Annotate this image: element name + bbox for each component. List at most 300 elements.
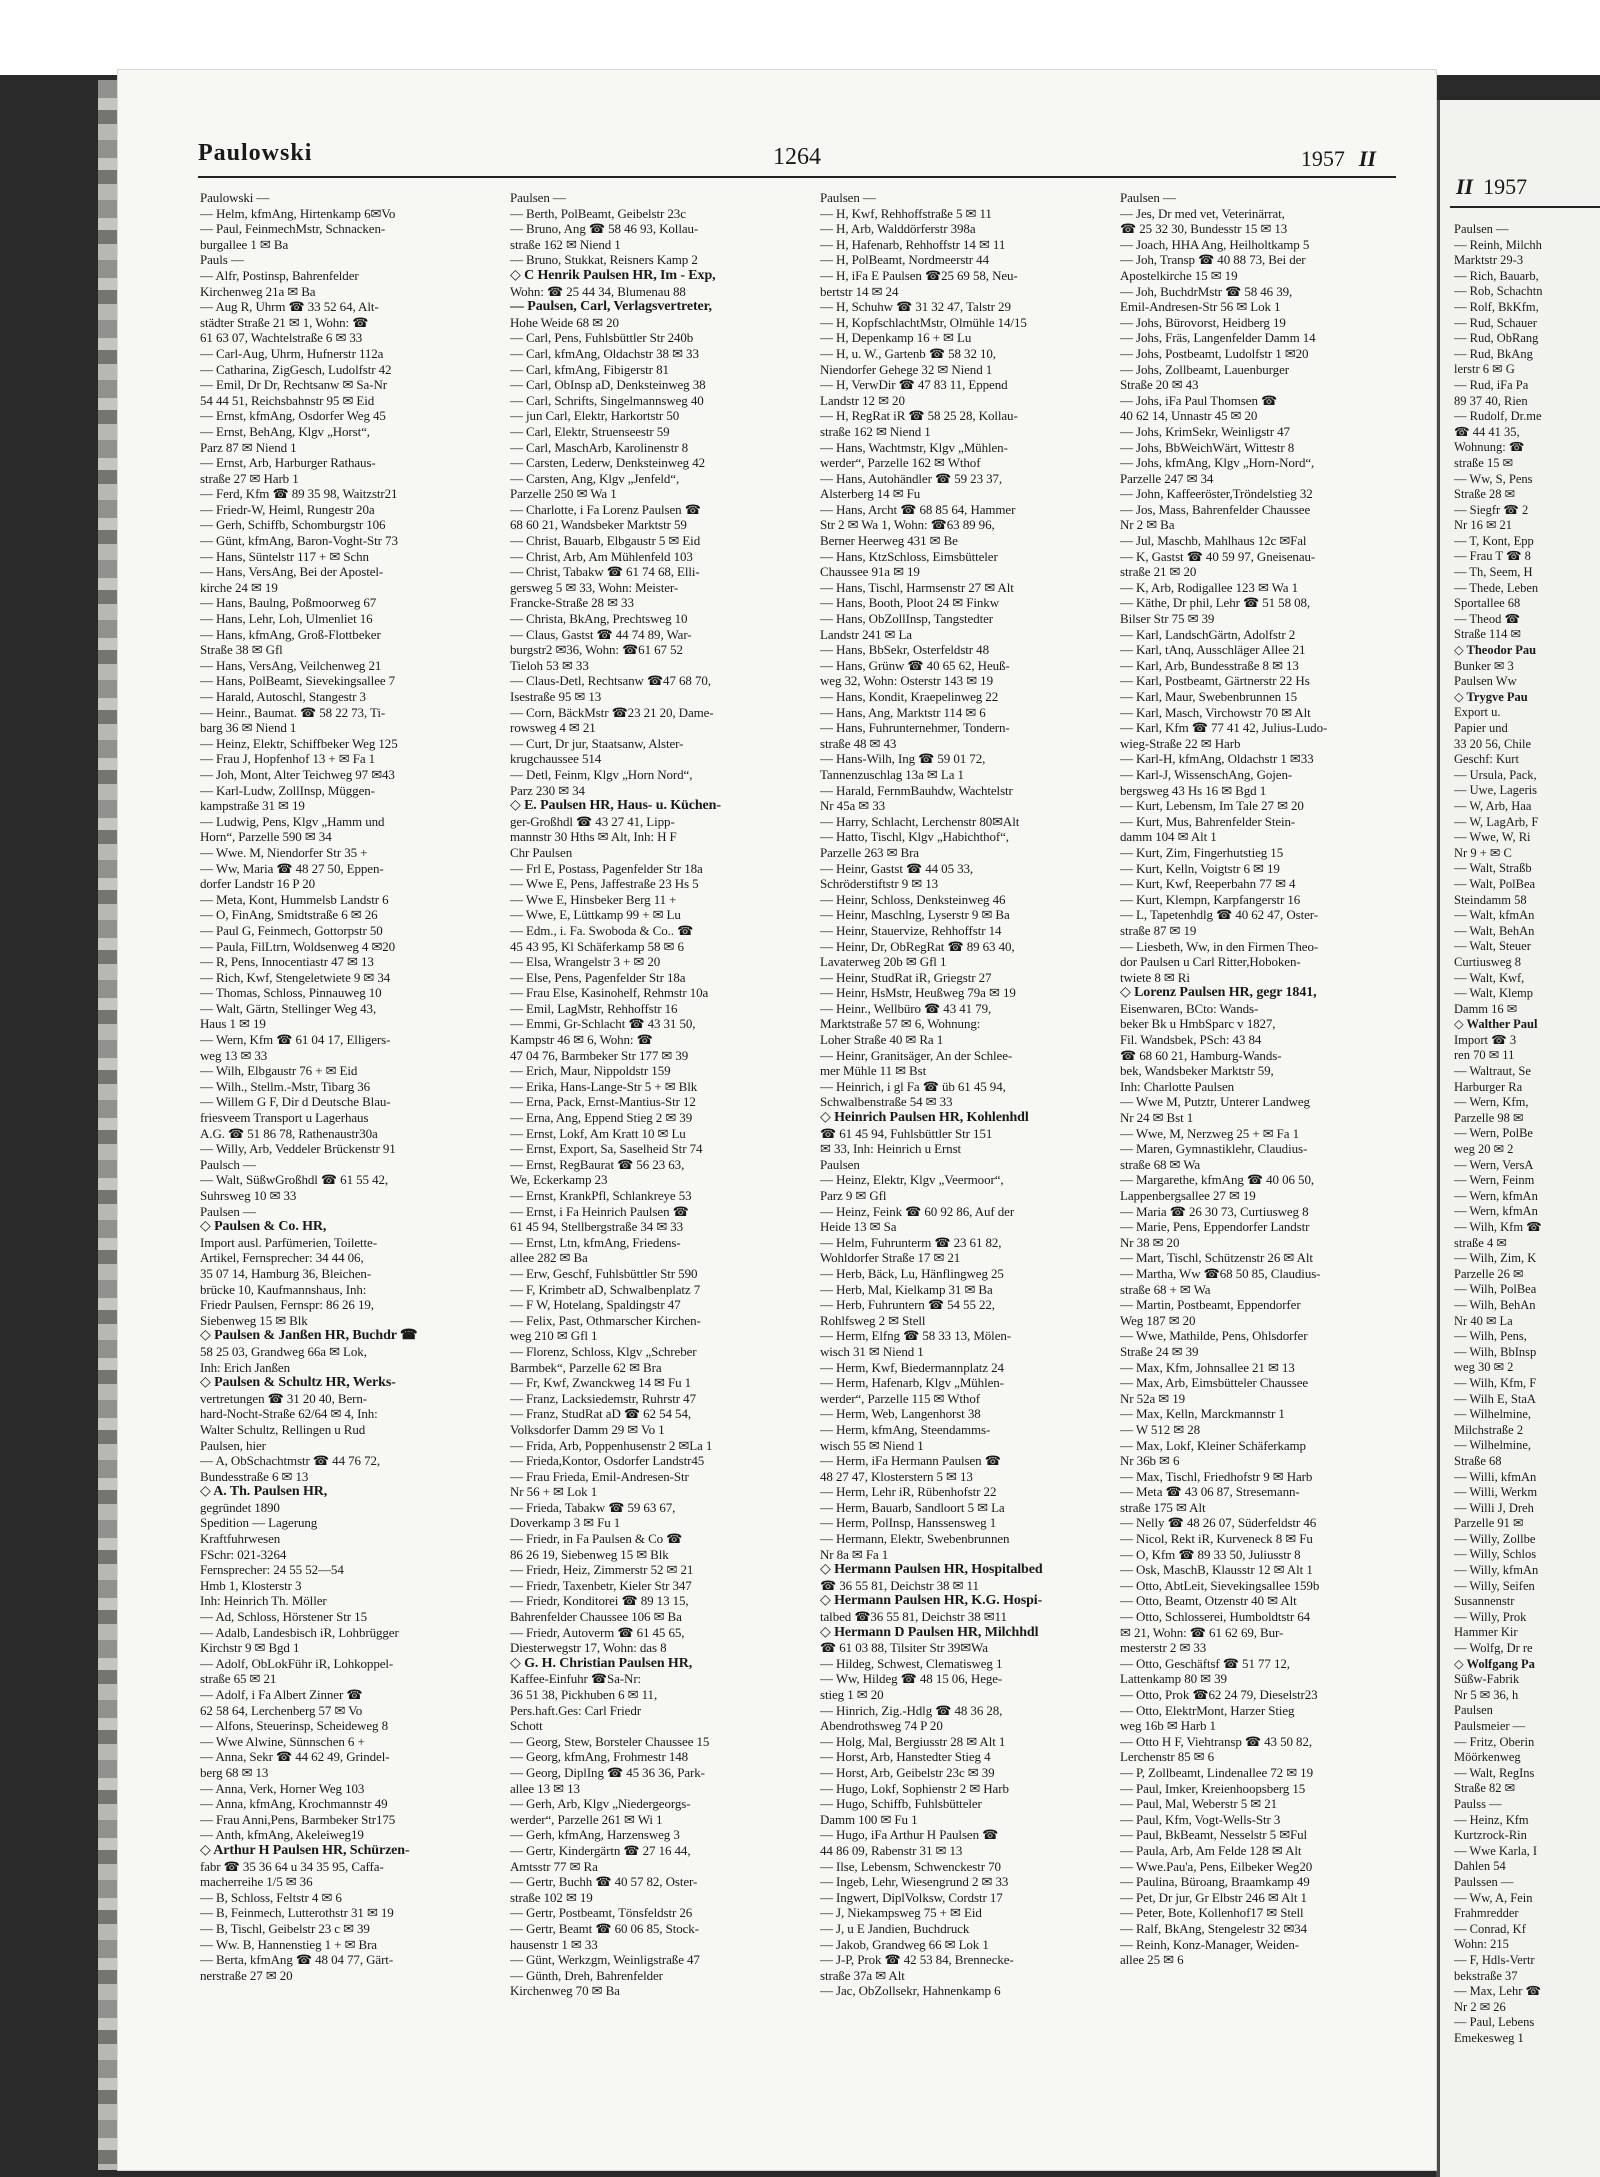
directory-entry-line: Heide 13 ✉ Sa <box>820 1219 897 1235</box>
directory-entry-line: — Edm., i. Fa. Swoboda & Co.. ☎ <box>510 922 694 938</box>
directory-entry-line: kirche 24 ✉ 19 <box>200 579 278 595</box>
directory-entry-line: Niendorfer Gehege 32 ✉ Niend 1 <box>820 361 993 377</box>
directory-entry-line: — Hugo, Lokf, Sophienstr 2 ✉ Harb <box>820 1780 1009 1796</box>
facing-entry-line: Straße 68 <box>1454 1453 1502 1468</box>
directory-entry-line: weg 210 ✉ Gfl 1 <box>510 1328 598 1344</box>
directory-entry-line: — Christ, Tabakw ☎ 61 74 68, Elli- <box>510 564 700 580</box>
directory-entry-line: — Jakob, Grandweg 66 ✉ Lok 1 <box>820 1936 989 1952</box>
directory-entry-line: — Rich, Kwf, Stengeletwiete 9 ✉ 34 <box>200 969 391 985</box>
directory-entry-line: — F, Krimbetr aD, Schwalbenplatz 7 <box>510 1281 701 1297</box>
directory-entry-line: — K, Arb, Rodigallee 123 ✉ Wa 1 <box>1120 579 1299 595</box>
directory-entry-line: — Heinr, Granitsäger, An der Schlee- <box>820 1047 1013 1063</box>
directory-entry-line: ◇ C Henrik Paulsen HR, Im - Exp, <box>510 267 716 283</box>
directory-entry-line: wisch 55 ✉ Niend 1 <box>820 1437 924 1453</box>
directory-entry-line: — Friedr, Taxenbetr, Kieler Str 347 <box>510 1577 692 1593</box>
directory-entry-line: — Gerh, kfmAng, Harzensweg 3 <box>510 1827 680 1843</box>
directory-entry-line: — Heinz, Feink ☎ 60 92 86, Auf der <box>820 1203 1015 1219</box>
facing-entry-line: Süßw-Fabrik <box>1454 1672 1520 1687</box>
directory-entry-line: — Hans-Wilh, Ing ☎ 59 01 72, <box>820 751 986 767</box>
facing-entry-line: weg 30 ✉ 2 <box>1454 1360 1514 1375</box>
directory-entry-line: — Hans, PolBeamt, Sievekingsallee 7 <box>200 673 396 689</box>
directory-entry-line: — Christ, Arb, Am Mühlenfeld 103 <box>510 548 693 564</box>
directory-entry-line: straße 175 ✉ Alt <box>1120 1499 1206 1515</box>
directory-entry-line: brücke 10, Kaufmannshaus, Inh: <box>200 1281 367 1297</box>
facing-header-rule <box>1450 206 1600 208</box>
facing-entry-line: Nr 5 ✉ 36, h <box>1454 1687 1519 1702</box>
directory-entry-line: — Harald, Autoschl, Stangestr 3 <box>200 689 366 704</box>
directory-entry-line: — Hans, Baulng, Poßmoorweg 67 <box>200 595 377 611</box>
directory-entry-line: Spedition — Lagerung <box>200 1515 318 1531</box>
directory-entry-line: — Max, Kfm, Johnsallee 21 ✉ 13 <box>1120 1359 1295 1375</box>
facing-entry-line: — Wilh, Kfm ☎ <box>1454 1220 1542 1234</box>
facing-entry-line: — Wilh, Zim, K <box>1454 1251 1537 1266</box>
directory-entry-line: straße 68 ✉ Wa <box>1120 1156 1201 1172</box>
directory-entry-line: — Hans, Ang, Marktstr 114 ✉ 6 <box>820 704 986 720</box>
directory-entry-line: — Friedr-W, Heiml, Rungestr 20a <box>200 501 375 517</box>
directory-entry-line: Tieloh 53 ✉ 33 <box>510 657 589 673</box>
directory-entry-line: — Hans, Wachtmstr, Klgv „Mühlen- <box>820 439 1008 455</box>
directory-entry-line: — Adalb, Landesbisch iR, Lohbrügger <box>200 1624 399 1640</box>
directory-entry-line: Nr 52a ✉ 19 <box>1120 1390 1186 1406</box>
directory-entry-line: — Kurt, Klempn, Karpfangerstr 16 <box>1120 891 1301 907</box>
directory-entry-line: Kirchenweg 21a ✉ Ba <box>200 283 316 299</box>
directory-entry-line: werder“, Parzelle 162 ✉ Wthof <box>820 455 981 471</box>
facing-entry-line: — Waltraut, Se <box>1454 1064 1531 1079</box>
directory-entry-line: Parzelle 250 ✉ Wa 1 <box>510 486 617 502</box>
directory-entry-line: Pauls — <box>200 252 244 268</box>
directory-entry-line: — F W, Hotelang, Spaldingstr 47 <box>510 1297 681 1313</box>
directory-entry-line: — Kurt, Lebensm, Im Tale 27 ✉ 20 <box>1120 798 1304 814</box>
directory-entry-line: — Meta ☎ 43 06 87, Stresemann- <box>1120 1484 1300 1500</box>
directory-entry-line: wieg-Straße 22 ✉ Harb <box>1120 735 1241 751</box>
directory-entry-line: — O, FinAng, Smidtstraße 6 ✉ 26 <box>200 907 378 923</box>
directory-entry-line: weg 32, Wohn: Osterstr 143 ✉ 19 <box>820 673 993 689</box>
directory-entry-line: — Charlotte, i Fa Lorenz Paulsen ☎ <box>510 501 701 517</box>
directory-entry-line: — Anna, kfmAng, Krochmannstr 49 <box>200 1796 388 1812</box>
facing-entry-line: — Walt, Steuer <box>1454 939 1531 954</box>
directory-entry-line: — W 512 ✉ 28 <box>1120 1421 1200 1437</box>
directory-entry-line: — Johs, kfmAng, Klgv „Horn-Nord“, <box>1120 455 1315 471</box>
directory-entry-line: — Hildeg, Schwest, Clematisweg 1 <box>820 1655 1003 1671</box>
directory-entry-line: mesterstr 2 ✉ 33 <box>1120 1640 1207 1656</box>
directory-entry-line: — H, Arb, Walddörferstr 398a <box>820 221 976 237</box>
directory-entry-line: Diesterwegstr 17, Wohn: das 8 <box>510 1640 667 1656</box>
directory-entry-line: ◇ Hermann D Paulsen HR, Milchhdl <box>820 1624 1039 1640</box>
facing-entry-line: Paulsen — <box>1454 222 1509 236</box>
directory-entry-line: Bundesstraße 6 ✉ 13 <box>200 1468 309 1484</box>
facing-entry-line: Nr 2 ✉ 26 <box>1454 1999 1506 2014</box>
facing-entry-line: — Wern, Feinm <box>1454 1173 1535 1188</box>
directory-entry-line: — Liesbeth, Ww, in den Firmen Theo- <box>1120 938 1319 954</box>
directory-entry-line: weg 13 ✉ 33 <box>200 1047 268 1063</box>
directory-entry-line: — Ingwert, DiplVolksw, Cordstr 17 <box>820 1889 1003 1905</box>
directory-entry-line: — Wwe M, Putztr, Unterer Landweg <box>1120 1094 1310 1110</box>
directory-entry-line: — Max, Kelln, Marckmannstr 1 <box>1120 1406 1285 1422</box>
facing-entry-line: Bunker ✉ 3 <box>1454 658 1514 673</box>
directory-entry-line: — Georg, kfmAng, Frohmestr 148 <box>510 1749 689 1765</box>
directory-entry-line: — Günt, kfmAng, Baron-Voght-Str 73 <box>200 533 398 549</box>
directory-entry-line: — Herb, Fuhruntern ☎ 54 55 22, <box>820 1297 995 1313</box>
directory-entry-line: — Johs, Zollbeamt, Lauenburger <box>1120 361 1289 377</box>
facing-entry-line: Emekesweg 1 <box>1454 2030 1524 2045</box>
directory-entry-line: — Jul, Maschb, Mahlhaus 12c ✉Fal <box>1120 533 1307 549</box>
directory-entry-line: straße 87 ✉ 19 <box>1120 922 1197 938</box>
directory-entry-line: — Joach, HHA Ang, Heilholtkamp 5 <box>1120 236 1310 252</box>
directory-entry-line: FSchr: 021-3264 <box>200 1546 287 1562</box>
directory-entry-line: — Pet, Dr jur, Gr Elbstr 246 ✉ Alt 1 <box>1120 1889 1307 1905</box>
directory-entry-line: ☎ 36 55 81, Deichstr 38 ✉ 11 <box>820 1577 979 1593</box>
facing-entry-line: — T, Kont, Epp <box>1454 533 1534 548</box>
directory-entry-line: — Ww, Hildeg ☎ 48 15 06, Hege- <box>820 1671 1003 1687</box>
directory-entry-line: Nr 2 ✉ Ba <box>1120 517 1175 533</box>
directory-entry-line: friesveem Transport u Lagerhaus <box>200 1110 369 1126</box>
directory-entry-line: We, Eckerkamp 23 <box>510 1172 608 1188</box>
directory-entry-line: — Otto H F, Viehtransp ☎ 43 50 82, <box>1120 1733 1313 1749</box>
directory-entry-line: Parz 87 ✉ Niend 1 <box>200 439 297 455</box>
directory-entry-line: Haus 1 ✉ 19 <box>200 1016 266 1032</box>
directory-entry-line: — Adolf, ObLokFühr iR, Lohkoppel- <box>200 1655 394 1671</box>
facing-entry-line: — F, Hdls-Vertr <box>1454 1952 1535 1967</box>
directory-entry-line: — Carl, ObInsp aD, Denksteinweg 38 <box>510 377 706 393</box>
facing-column <box>1454 222 1600 2046</box>
directory-entry-line: — Thomas, Schloss, Pinnauweg 10 <box>200 985 382 1001</box>
directory-entry-line: barg 36 ✉ Niend 1 <box>200 720 297 736</box>
directory-entry-line: — Frida, Arb, Poppenhusenstr 2 ✉La 1 <box>510 1437 713 1453</box>
directory-entry-line: straße 37a ✉ Alt <box>820 1967 905 1983</box>
directory-entry-line: — Herm, Elfng ☎ 58 33 13, Mölen- <box>820 1328 1011 1344</box>
directory-entry-line: — Johs, Postbeamt, Ludolfstr 1 ✉20 <box>1120 345 1309 361</box>
directory-entry-line: — Ernst, RegBaurat ☎ 56 23 63, <box>510 1156 685 1172</box>
facing-entry-line: — Wern, kfmAn <box>1454 1204 1538 1219</box>
directory-entry-line: — Wwe. M, Niendorfer Str 35 + <box>200 844 368 860</box>
directory-entry-line: ☎ 61 45 94, Fuhlsbüttler Str 151 <box>820 1125 993 1141</box>
directory-entry-line: dor Paulsen u Carl Ritter,Hoboken- <box>1120 954 1301 970</box>
directory-entry-line: Amtsstr 77 ✉ Ra <box>510 1858 598 1874</box>
facing-entry-line: Wohn: 215 <box>1454 1937 1509 1952</box>
directory-entry-line: kampstraße 31 ✉ 19 <box>200 798 305 814</box>
directory-entry-line: Parzelle 247 ✉ 34 <box>1120 470 1214 486</box>
facing-entry-line: Marktstr 29-3 <box>1454 253 1524 268</box>
directory-entry-line: — Carsten, Ang, Klgv „Jenfeld“, <box>510 470 680 486</box>
directory-entry-line: Chaussee 91a ✉ 19 <box>820 564 920 580</box>
directory-entry-line: — Hans, Archt ☎ 68 85 64, Hammer <box>820 501 1016 517</box>
facing-entry-line: Möörkenweg <box>1454 1750 1521 1765</box>
directory-entry-line: — Osk, MaschB, Klausstr 12 ✉ Alt 1 <box>1120 1562 1313 1578</box>
directory-entry-line: Schröderstiftstr 9 ✉ 13 <box>820 876 938 892</box>
facing-entry-line: — Walt, BehAn <box>1454 923 1535 938</box>
directory-entry-line: — Emil, Dr Dr, Rechtsanw ✉ Sa-Nr <box>200 377 387 393</box>
directory-entry-line: — Herb, Bäck, Lu, Hänflingweg 25 <box>820 1265 1004 1281</box>
directory-entry-line: Parz 9 ✉ Gfl <box>820 1188 887 1203</box>
directory-entry-line: — B, Tischl, Geibelstr 23 c ✉ 39 <box>200 1920 370 1936</box>
directory-entry-line: — Herb, Mal, Kielkamp 31 ✉ Ba <box>820 1281 993 1297</box>
directory-entry-line: — Georg, Stew, Borsteler Chaussee 15 <box>510 1733 710 1749</box>
directory-entry-line: — Joh, Mont, Alter Teichweg 97 ✉43 <box>200 766 395 782</box>
facing-entry-line: Curtiusweg 8 <box>1454 954 1522 969</box>
directory-entry-line: — Frieda,Kontor, Osdorfer Landstr45 <box>510 1453 705 1469</box>
facing-entry-line: — Wilhelmine, <box>1454 1438 1532 1453</box>
directory-entry-line: — Herm, Lehr iR, Rübenhofstr 22 <box>820 1484 997 1500</box>
directory-entry-line: — Wwe, Mathilde, Pens, Ohlsdorfer <box>1120 1328 1308 1344</box>
directory-entry-line: Nr 45a ✉ 33 <box>820 798 886 814</box>
directory-entry-line: 62 58 64, Lerchenberg 57 ✉ Vo <box>200 1702 363 1718</box>
directory-entry-line: Horn“, Parzelle 590 ✉ 34 <box>200 829 332 845</box>
directory-entry-line: Fil. Wandsbek, PSch: 43 84 <box>1120 1032 1262 1048</box>
directory-entry-line: allee 282 ✉ Ba <box>510 1250 588 1266</box>
directory-entry-line: ◇ E. Paulsen HR, Haus- u. Küchen- <box>510 798 721 814</box>
directory-entry-line: ☎ 25 32 30, Bundesstr 15 ✉ 13 <box>1120 221 1288 237</box>
facing-entry-line: Steindamm 58 <box>1454 892 1527 907</box>
facing-entry-line: — Rich, Bauarb, <box>1454 268 1539 283</box>
directory-entry-line: Straße 20 ✉ 43 <box>1120 377 1199 393</box>
directory-entry-line: — Karl, Postbeamt, Gärtnerstr 22 Hs <box>1120 673 1310 689</box>
directory-entry-line: 58 25 03, Grandweg 66a ✉ Lok, <box>200 1343 367 1359</box>
directory-entry-line: ◇ Hermann Paulsen HR, Hospitalbed <box>820 1562 1043 1578</box>
directory-entry-line: — Paul, FeinmechMstr, Schnacken- <box>200 221 386 237</box>
directory-entry-line: — Willem G F, Dir d Deutsche Blau- <box>200 1094 391 1110</box>
directory-entry-line: wisch 31 ✉ Niend 1 <box>820 1343 924 1359</box>
directory-entry-line: — Karl, Kfm ☎ 77 41 42, Julius-Ludo- <box>1120 720 1328 736</box>
directory-entry-line: Francke-Straße 28 ✉ 33 <box>510 595 634 611</box>
facing-volume: II <box>1456 174 1474 199</box>
facing-entry-line: Straße 114 ✉ <box>1454 627 1521 642</box>
directory-entry-line: — B, Schloss, Feltstr 4 ✉ 6 <box>200 1889 342 1905</box>
facing-entry-line: Paulsmeier — <box>1454 1719 1526 1733</box>
directory-entry-line: Str 2 ✉ Wa 1, Wohn: ☎63 89 96, <box>820 517 995 533</box>
directory-entry-line: Tannenzuschlag 13a ✉ La 1 <box>820 766 964 782</box>
directory-entry-line: — Peter, Bote, Kollenhof17 ✉ Stell <box>1120 1905 1304 1921</box>
facing-entry-line: Straße 28 ✉ <box>1454 487 1516 502</box>
directory-entry-line: — Gertr, Postbeamt, Tönsfeldstr 26 <box>510 1905 693 1921</box>
facing-entry-line: — Wilh, BehAn <box>1454 1297 1536 1312</box>
directory-entry-line: — Catharina, ZigGesch, Ludolfstr 42 <box>200 361 392 377</box>
directory-entry-line: — Corn, BäckMstr ☎23 21 20, Dame- <box>510 704 714 720</box>
directory-entry-line: — Else, Pens, Pagenfelder Str 18a <box>510 969 686 985</box>
facing-entry-line: — W, LagArb, F <box>1454 814 1539 829</box>
directory-entry-line: — Hugo, Schiffb, Fuhlsbütteler <box>820 1796 982 1812</box>
facing-entry-line: — Walt, Kwf, <box>1454 970 1525 985</box>
directory-entry-line: Chr Paulsen <box>510 844 573 860</box>
directory-entry-line: — Gerh, Arb, Klgv „Niedergeorgs- <box>510 1796 691 1812</box>
directory-entry-line: Friedr Paulsen, Fernspr: 86 26 19, <box>200 1297 374 1313</box>
directory-entry-line: ◇ G. H. Christian Paulsen HR, <box>510 1655 693 1671</box>
directory-entry-line: Paulsen, hier <box>200 1437 266 1453</box>
directory-entry-line: — Martin, Postbeamt, Eppendorfer <box>1120 1297 1301 1313</box>
directory-entry-line: — Otto, ElektrMont, Harzer Stieg <box>1120 1702 1295 1718</box>
directory-entry-line: — Paulina, Büroang, Braamkamp 49 <box>1120 1874 1310 1890</box>
directory-entry-line: Inh: Heinrich Th. Möller <box>200 1593 327 1609</box>
directory-entry-line: — Friedr, in Fa Paulsen & Co ☎ <box>510 1531 683 1547</box>
directory-entry-line: talbed ☎36 55 81, Deichstr 38 ✉11 <box>820 1609 1007 1625</box>
directory-entry-line: Paulowski — <box>200 190 270 205</box>
facing-entry-line: — Rolf, BkKfm, <box>1454 299 1539 314</box>
directory-entry-line: — Carl, kfmAng, Fibigerstr 81 <box>510 361 669 377</box>
column-2 <box>510 190 800 1999</box>
directory-entry-line: Kampstr 46 ✉ 6, Wohn: ☎ <box>510 1032 653 1048</box>
directory-entry-line: Parzelle 263 ✉ Bra <box>820 844 919 860</box>
directory-entry-line: — Heinr, Schloss, Denksteinweg 46 <box>820 891 1006 907</box>
directory-entry-line: gersweg 5 ✉ 33, Wohn: Meister- <box>510 579 679 595</box>
directory-entry-line: — Herm, kfmAng, Steendamms- <box>820 1421 991 1437</box>
directory-entry-line: Weg 187 ✉ 20 <box>1120 1312 1196 1328</box>
directory-entry-line: — Ralf, BkAng, Stengelestr 32 ✉34 <box>1120 1920 1308 1936</box>
directory-entry-line: — Johs, Bürovorst, Heidberg 19 <box>1120 314 1286 330</box>
directory-entry-line: Marktstraße 57 ✉ 6, Wohnung: <box>820 1016 981 1032</box>
directory-entry-line: — Otto, Geschäftsf ☎ 51 77 12, <box>1120 1655 1290 1671</box>
directory-entry-line: — Johs, KrimSekr, Weinligstr 47 <box>1120 423 1290 439</box>
directory-entry-line: — Herm, PolInsp, Hanssensweg 1 <box>820 1515 997 1531</box>
directory-entry-line: — Franz, StudRat aD ☎ 62 54 54, <box>510 1406 691 1422</box>
directory-entry-line: — Mart, Tischl, Schützenstr 26 ✉ Alt <box>1120 1250 1313 1266</box>
directory-entry-line: — Felix, Past, Othmarscher Kirchen- <box>510 1312 701 1328</box>
directory-entry-line: — Max, Arb, Eimsbütteler Chaussee <box>1120 1375 1309 1391</box>
directory-entry-line: — Nelly ☎ 48 26 07, Süderfeldstr 46 <box>1120 1515 1317 1531</box>
directory-entry-line: 61 45 94, Stellbergstraße 34 ✉ 33 <box>510 1219 684 1235</box>
facing-entry-line: — Wilh, BbInsp <box>1454 1344 1537 1359</box>
directory-entry-line: damm 104 ✉ Alt 1 <box>1120 829 1217 845</box>
directory-entry-line: Apostelkirche 15 ✉ 19 <box>1120 267 1238 283</box>
directory-entry-line: — Friedr, Heiz, Zimmerstr 52 ✉ 21 <box>510 1562 694 1578</box>
directory-entry-line: — Hans, Süntelstr 117 + ✉ Schn <box>200 548 369 564</box>
directory-entry-line: straße 65 ✉ 21 <box>200 1671 277 1687</box>
directory-entry-line: — Helm, kfmAng, Hirtenkamp 6✉Vo <box>200 205 396 221</box>
directory-entry-line: krugchaussee 514 <box>510 751 602 767</box>
facing-entry-line: — Wilh, PolBea <box>1454 1282 1537 1297</box>
directory-entry-line: — Aug R, Uhrm ☎ 33 52 64, Alt- <box>200 299 379 315</box>
facing-entry-line: Nr 40 ✉ La <box>1454 1313 1513 1328</box>
facing-entry-line: — Willi, Werkm <box>1454 1485 1538 1500</box>
directory-entry-line: — Hugo, iFa Arthur H Paulsen ☎ <box>820 1827 999 1843</box>
facing-entry-line: — Willy, Prok <box>1454 1609 1527 1624</box>
directory-entry-line: 40 62 14, Unnastr 45 ✉ 20 <box>1120 408 1258 424</box>
directory-entry-line: — Heinz, Elektr, Schiffbeker Weg 125 <box>200 735 398 751</box>
directory-entry-line: — Wwe.Pau'a, Pens, Eilbeker Weg20 <box>1120 1858 1313 1874</box>
directory-entry-line: weg 16b ✉ Harb 1 <box>1120 1718 1216 1734</box>
directory-entry-line: — Wwe, E, Lüttkamp 99 + ✉ Lu <box>510 907 681 923</box>
facing-entry-line: Parzelle 26 ✉ <box>1454 1266 1524 1281</box>
directory-entry-line: — Emil, LagMstr, Rehhoffstr 16 <box>510 1000 678 1016</box>
directory-entry-line: Lattenkamp 80 ✉ 39 <box>1120 1671 1227 1687</box>
directory-entry-line: 54 44 51, Reichsbahnstr 95 ✉ Eid <box>200 392 375 408</box>
directory-entry-line: — J-P, Prok ☎ 42 53 84, Brennecke- <box>820 1952 1014 1968</box>
facing-entry-line: — Walt, Klemp <box>1454 986 1533 1001</box>
directory-entry-line: — Jos, Mass, Bahrenfelder Chaussee <box>1120 501 1311 517</box>
directory-entry-line: Lappenbergsallee 27 ✉ 19 <box>1120 1188 1256 1203</box>
directory-entry-line: — Curt, Dr jur, Staatsanw, Alster- <box>510 735 684 751</box>
facing-entry-line: 33 20 56, Chile <box>1454 736 1532 751</box>
directory-entry-line: — Walt, Gärtn, Stellinger Weg 43, <box>200 1000 377 1016</box>
directory-entry-line: — H, PolBeamt, Nordmeerstr 44 <box>820 252 989 268</box>
directory-entry-line: — Hans, KtzSchloss, Eimsbütteler <box>820 548 998 564</box>
facing-entry-line: — Wwe, W, Ri <box>1454 830 1531 845</box>
directory-entry-line: — Kurt, Kelln, Voigtstr 6 ✉ 19 <box>1120 860 1280 876</box>
facing-entry-line: Sportallee 68 <box>1454 596 1521 611</box>
directory-entry-line: 45 43 95, Kl Schäferkamp 58 ✉ 6 <box>510 938 684 954</box>
facing-entry-line: — Ursula, Pack, <box>1454 767 1537 782</box>
header-rule <box>198 176 1396 178</box>
directory-entry-line: — Maren, Gymnastiklehr, Claudius- <box>1120 1141 1308 1157</box>
facing-entry-line: Susannenstr <box>1454 1594 1515 1609</box>
facing-entry-line: — Wwe Karla, I <box>1454 1843 1538 1858</box>
directory-entry-line: — Heinr, StudRat iR, Griegstr 27 <box>820 969 992 985</box>
directory-entry-line: — Anth, kfmAng, Akeleiweg19 <box>200 1827 364 1843</box>
directory-entry-line: — Herm, Kwf, Biedermannplatz 24 <box>820 1359 1004 1375</box>
directory-entry-line: — Karl, Arb, Bundesstraße 8 ✉ 13 <box>1120 657 1299 673</box>
directory-entry-line: burgstr2 ✉36, Wohn: ☎61 67 52 <box>510 642 683 658</box>
facing-entry-line: — Heinz, Kfm <box>1454 1812 1529 1827</box>
directory-entry-line: städter Straße 21 ✉ 1, Wohn: ☎ <box>200 314 369 330</box>
directory-entry-line: straße 48 ✉ 43 <box>820 735 897 751</box>
page-volume: II <box>1358 146 1376 171</box>
directory-entry-line: Bahrenfelder Chaussee 106 ✉ Ba <box>510 1609 682 1625</box>
directory-entry-line: — Harry, Schlacht, Lerchenstr 80✉Alt <box>820 813 1020 829</box>
facing-entry-line: — Wern, Kfm, <box>1454 1095 1529 1110</box>
facing-page <box>1440 100 1600 2177</box>
facing-entry-line: — Wilhelmine, <box>1454 1407 1532 1422</box>
directory-entry-line: — jun Carl, Elektr, Harkortstr 50 <box>510 408 680 424</box>
column-3 <box>820 190 1110 1999</box>
directory-entry-line: Barmbek“, Parzelle 62 ✉ Bra <box>510 1359 662 1375</box>
directory-entry-line: — Heinr., Wellbüro ☎ 43 41 79, <box>820 1000 992 1016</box>
directory-entry-line: — O, Kfm ☎ 89 33 50, Juliusstr 8 <box>1120 1546 1301 1562</box>
facing-entry-line: Straße 82 ✉ <box>1454 1781 1516 1796</box>
directory-entry-line: ger-Großhdl ☎ 43 27 41, Lipp- <box>510 813 675 829</box>
directory-entry-line: — Hans, VersAng, Bei der Apostel- <box>200 564 384 580</box>
directory-entry-line: — Ernst, BehAng, Klgv „Horst“, <box>200 423 370 439</box>
directory-entry-line: — Wwe Alwine, Sünnschen 6 + <box>200 1733 365 1749</box>
directory-entry-line: hausenstr 1 ✉ 33 <box>510 1936 598 1952</box>
directory-entry-line: — Heinr, Stauervize, Rehhoffstr 14 <box>820 922 1002 938</box>
directory-entry-line: — Hans, BbSekr, Osterfeldstr 48 <box>820 642 989 658</box>
facing-entry-line: ◇ Theodor Pau <box>1454 643 1537 658</box>
directory-entry-line: — Otto, AbtLeit, Sievekingsallee 159b <box>1120 1577 1320 1593</box>
directory-entry-line: straße 27 ✉ Harb 1 <box>200 470 299 486</box>
directory-entry-line: — Gertr, Beamt ☎ 60 06 85, Stock- <box>510 1920 699 1936</box>
directory-entry-line: — Heinz, Elektr, Klgv „Veermoor“, <box>820 1172 1004 1188</box>
directory-entry-line: allee 25 ✉ 6 <box>1120 1952 1184 1968</box>
directory-entry-line: — Otto, Beamt, Otzenstr 40 ✉ Alt <box>1120 1593 1297 1609</box>
page-year: 1957 <box>1300 146 1345 171</box>
directory-entry-line: Rohlfsweg 2 ✉ Stell <box>820 1312 926 1328</box>
directory-entry-line: ◇ A. Th. Paulsen HR, <box>200 1484 328 1500</box>
facing-entry-line: — Rud, iFa Pa <box>1454 377 1529 392</box>
facing-entry-line: lerstr 6 ✉ G <box>1454 362 1515 377</box>
facing-entry-line: Dahlen 54 <box>1454 1859 1506 1874</box>
directory-entry-line: ✉ 33, Inh: Heinrich u Ernst <box>820 1141 962 1157</box>
directory-entry-line: — Adolf, i Fa Albert Zinner ☎ <box>200 1687 363 1702</box>
directory-entry-line: — Ernst, Lokf, Am Kratt 10 ✉ Lu <box>510 1125 686 1141</box>
directory-entry-line: — Karl-Ludw, ZollInsp, Müggen- <box>200 782 375 798</box>
directory-entry-line: — Paul, Mal, Weberstr 5 ✉ 21 <box>1120 1796 1278 1812</box>
directory-entry-line: macherreihe 1/5 ✉ 36 <box>200 1874 313 1890</box>
facing-entry-line: — Willy, Zollbe <box>1454 1531 1536 1546</box>
facing-entry-line: — Rud, Schauer <box>1454 315 1537 330</box>
directory-entry-line: Volksdorfer Damm 29 ✉ Vo 1 <box>510 1421 665 1437</box>
directory-entry-line: allee 13 ✉ 13 <box>510 1780 580 1796</box>
directory-entry-line: — Herm, iFa Hermann Paulsen ☎ <box>820 1453 1001 1469</box>
facing-entry-line: 89 37 40, Rien <box>1454 393 1528 408</box>
directory-entry-line: bertstr 14 ✉ 24 <box>820 283 899 299</box>
directory-entry-line: Eisenwaren, BCto: Wands- <box>1120 1000 1259 1016</box>
directory-entry-line: — Carl-Aug, Uhrm, Hufnerstr 112a <box>200 345 384 361</box>
facing-entry-line: Nr 9 + ✉ C <box>1454 845 1512 860</box>
directory-entry-line: Kirchenweg 70 ✉ Ba <box>510 1983 620 1999</box>
column-4 <box>1120 190 1410 1968</box>
directory-entry-line: — Detl, Feinm, Klgv „Horn Nord“, <box>510 766 693 782</box>
directory-entry-line: — Günth, Dreh, Bahrenfelder <box>510 1967 663 1983</box>
directory-entry-line: — Claus-Detl, Rechtsanw ☎47 68 70, <box>510 673 711 689</box>
facing-entry-line: ☎ 44 41 35, <box>1454 424 1520 439</box>
